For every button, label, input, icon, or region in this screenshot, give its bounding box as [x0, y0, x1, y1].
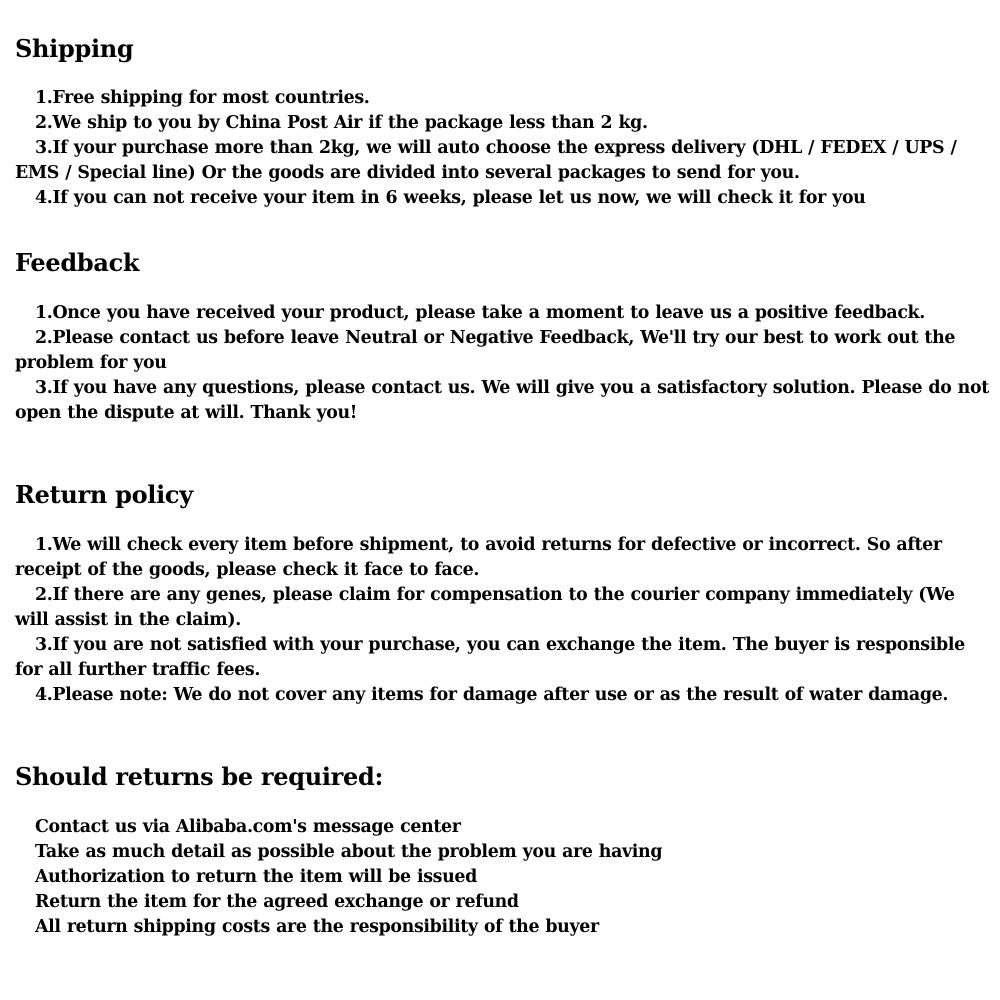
return-policy-item: 3.If you are not satisfied with your purchase, you can exchange the item. The buyer is responsible for all further traffic fees. [15, 635, 965, 680]
returns-required-item: Contact us via Alibaba.com's message center [35, 817, 461, 837]
return-policy-list [15, 533, 990, 708]
return-policy-item: 2.If there are any genes, please claim for compensation to the courier company immediately (We will assist in the claim). [15, 585, 955, 630]
feedback-section [15, 248, 990, 426]
returns-required-item: All return shipping costs are the responsibility of the buyer [35, 917, 599, 937]
shipping-section [15, 34, 990, 211]
shipping-item: 2.We ship to you by China Post Air if the package less than 2 kg. [35, 113, 648, 133]
returns-required-item: Authorization to return the item will be issued [35, 867, 477, 887]
returns-required-section [15, 762, 990, 940]
return-policy-item: 1.We will check every item before shipment, to avoid returns for defective or incorrect. So after receipt of the goods, please check it face to face. [15, 535, 942, 580]
returns-required-item: Take as much detail as possible about the problem you are having [35, 842, 663, 862]
return-policy-item: 4.Please note: We do not cover any items for damage after use or as the result of water damage. [35, 685, 949, 705]
shipping-item: 3.If your purchase more than 2kg, we will auto choose the express delivery (DHL / FEDEX / UPS / EMS / Special line) Or the goods are divided into several packages to send for you. [15, 138, 957, 183]
returns-required-list [15, 815, 990, 940]
feedback-item: 2.Please contact us before leave Neutral or Negative Feedback, We'll try our best to work out the problem for you [15, 328, 956, 373]
shipping-item: 1.Free shipping for most countries. [35, 88, 370, 108]
shipping-list [15, 86, 990, 211]
shipping-item: 4.If you can not receive your item in 6 weeks, please let us now, we will check it for you [35, 188, 866, 208]
feedback-item: 3.If you have any questions, please contact us. We will give you a satisfactory solution. Please do not open the dispute at will. Thank you! [15, 378, 989, 423]
feedback-item: 1.Once you have received your product, please take a moment to leave us a positive feedback. [35, 303, 925, 323]
feedback-list [15, 301, 990, 426]
return-policy-heading: Return policy [15, 480, 193, 509]
returns-required-heading: Should returns be required: [15, 762, 384, 791]
return-policy-section [15, 480, 990, 708]
shipping-heading: Shipping [15, 34, 134, 63]
returns-required-item: Return the item for the agreed exchange or refund [35, 892, 519, 912]
feedback-heading: Feedback [15, 248, 140, 277]
